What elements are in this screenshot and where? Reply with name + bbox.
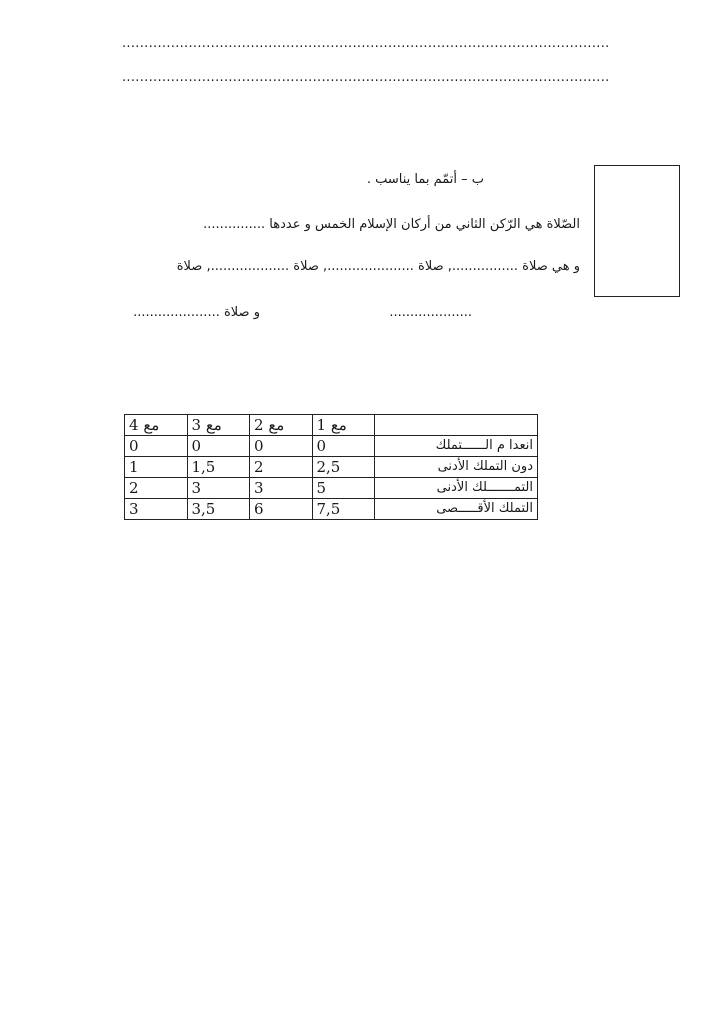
table-cell: 5 <box>312 478 375 499</box>
table-cell: 3 <box>187 478 250 499</box>
row-label: التمـــــــلك الأدنى <box>375 478 538 499</box>
table-cell: 1,5 <box>187 457 250 478</box>
table-cell: 1 <box>125 457 188 478</box>
table-header-cell: مع 4 <box>125 415 188 436</box>
table-header-row <box>125 415 538 436</box>
table-row <box>125 457 538 478</box>
table-cell: 2,5 <box>312 457 375 478</box>
exercise-line-3-right: .................... <box>389 305 472 320</box>
table-header-cell <box>375 415 538 436</box>
table-header-cell: مع 1 <box>312 415 375 436</box>
table-cell: 0 <box>250 436 313 457</box>
table-cell: 6 <box>250 499 313 520</box>
table-cell: 2 <box>250 457 313 478</box>
table-row <box>125 478 538 499</box>
table-cell: 3 <box>125 499 188 520</box>
grading-table <box>124 414 538 520</box>
table-cell: 0 <box>312 436 375 457</box>
exercise-line-1: الصّلاة هي الرّكن الثاني من أركان الإسلام الخمس و عددها ............... <box>203 217 580 232</box>
exercise-heading: ب – أتمّم بما يناسب . <box>366 172 484 187</box>
table-header-cell: مع 2 <box>250 415 313 436</box>
table-cell: 3 <box>250 478 313 499</box>
table-cell: 7,5 <box>312 499 375 520</box>
table-cell: 2 <box>125 478 188 499</box>
table-cell: 3,5 <box>187 499 250 520</box>
row-label: دون التملك الأدنى <box>375 457 538 478</box>
row-label: التملك الأقـــــصى <box>375 499 538 520</box>
score-box <box>594 165 680 297</box>
answer-line-1: .............................................................................................................. <box>122 36 610 51</box>
table-row <box>125 499 538 520</box>
table-cell: 0 <box>187 436 250 457</box>
row-label: انعدا م الــــــتملك <box>375 436 538 457</box>
table-row <box>125 436 538 457</box>
exercise-line-3-left: و صلاة ..................... <box>133 305 260 320</box>
table-header-cell: مع 3 <box>187 415 250 436</box>
answer-line-2: .............................................................................................................. <box>122 70 610 85</box>
table-cell: 0 <box>125 436 188 457</box>
exercise-line-2: و هي صلاة ................, صلاة ....................., صلاة ..................., صلاة <box>176 259 580 274</box>
